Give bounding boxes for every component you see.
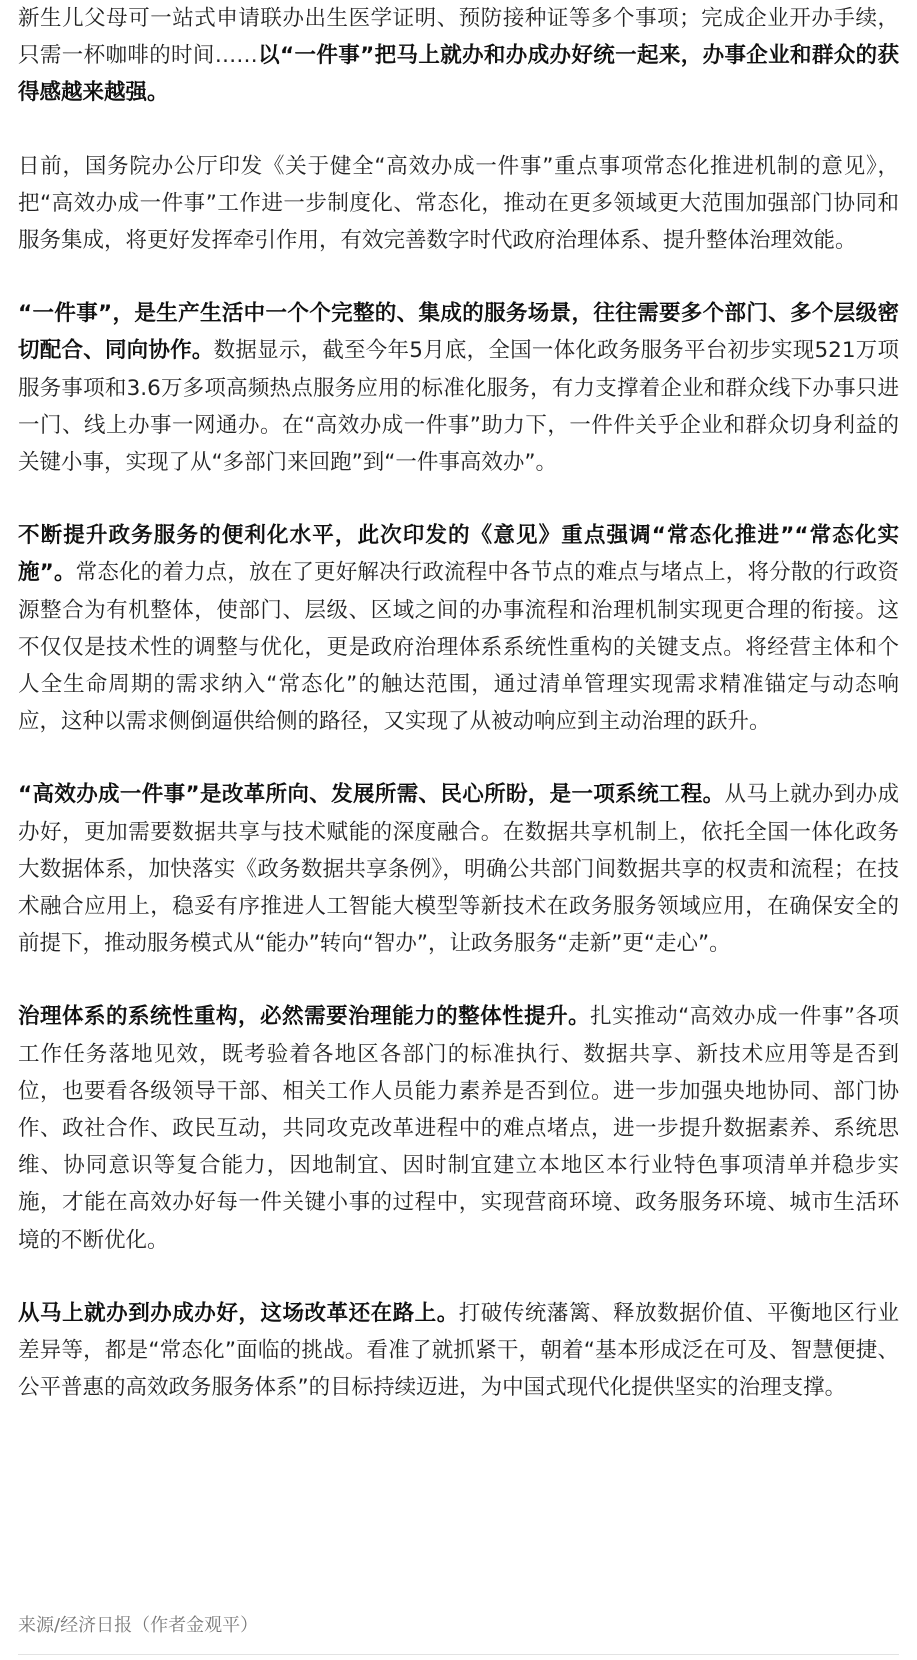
paragraph-normalization — [18, 517, 899, 740]
text-run: 数据显示，截至今年5月底，全国一体化政务服务平台初步实现521万项服务事项和3.6万多项高频热点服务应用的标准化服务，有力支撑着企业和群众线下办事只进一门、线上办事一网通办。在“高效办成一件事”助力下，一件件关乎企业和群众切身利益的关键小事，实现了从“多部门来回跑”到“一件事高效办”。 — [18, 338, 899, 476]
paragraph-gap — [18, 1259, 899, 1295]
bold-text-run: 不断提升政务服务的便利化水平，此次印发的《意见》重点强调“常态化推进”“常态化实施”。 — [18, 523, 899, 586]
bold-text-run: 以“一件事”把马上就办和办成办好统一起来，办事企业和群众的获得感越来越强。 — [18, 43, 899, 106]
bold-text-run: “一件事”，是生产生活中一个个完整的、集成的服务场景，往往需要多个部门、多个层级密切配合、同向协作。 — [18, 301, 899, 364]
paragraph-gap — [18, 962, 899, 998]
text-run: 扎实推动“高效办成一件事”各项工作任务落地见效，既考验着各地区各部门的标准执行、数据共享、新技术应用等是否到位，也要看各级领导干部、相关工作人员能力素养是否到位。进一步加强央地协同、部门协作、政社合作、政民互动，共同攻克改革进程中的难点堵点，进一步提升数据素养、系统思维、协同意识等复合能力，因地制宜、因时制宜建立本地区本行业特色事项清单并稳步实施，才能在高效办好每一件关键小事的过程中，实现营商环境、政务服务环境、城市生活环境的不断优化。 — [18, 1004, 899, 1253]
bold-text-run: 从马上就办到办成办好，这场改革还在路上。 — [18, 1300, 459, 1326]
paragraph-gap — [18, 740, 899, 776]
article-source: 来源/经济日报（作者金观平） — [18, 1615, 259, 1636]
paragraph-systems-engineering — [18, 776, 899, 962]
text-run: 新生儿父母可一站式申请联办出生医学证明、预防接种证等多个事项；完成企业开办手续，只需一杯咖啡的时间…… — [18, 6, 899, 69]
bold-text-run: “高效办成一件事”是改革所向、发展所需、民心所盼，是一项系统工程。 — [18, 782, 725, 808]
bold-text-run: 治理体系的系统性重构，必然需要治理能力的整体性提升。 — [18, 1004, 591, 1030]
paragraph-gap — [18, 259, 899, 295]
paragraph-service-scenario — [18, 295, 899, 481]
paragraph-intro — [18, 0, 899, 112]
paragraph-gap — [18, 481, 899, 517]
paragraph-gap — [18, 112, 899, 148]
paragraph-governance-capacity — [18, 998, 899, 1258]
paragraph-policy-release — [18, 148, 899, 260]
text-run: 打破传统藩篱、释放数据价值、平衡地区行业差异等，都是“常态化”面临的挑战。看准了就抓紧干，朝着“基本形成泛在可及、智慧便捷、公平普惠的高效政务服务体系”的目标持续迈进，为中国式现代化提供坚实的治理支撑。 — [18, 1300, 899, 1401]
text-run: 从马上就办到办成办好，更加需要数据共享与技术赋能的深度融合。在数据共享机制上，依托全国一体化政务大数据体系，加快落实《政务数据共享条例》，明确公共部门间数据共享的权责和流程；在技术融合应用上，稳妥有序推进人工智能大模型等新技术在政务服务领域应用，在确保安全的前提下，推动服务模式从“能办”转向“智办”，让政务服务“走新”更“走心”。 — [18, 782, 899, 957]
text-run: 日前，国务院办公厅印发《关于健全“高效办成一件事”重点事项常态化推进机制的意见》，把“高效办成一件事”工作进一步制度化、常态化，推动在更多领域更大范围加强部门协同和服务集成，将更好发挥牵引作用，有效完善数字时代政府治理体系、提升整体治理效能。 — [18, 153, 899, 254]
paragraph-conclusion — [18, 1295, 899, 1407]
text-run: 常态化的着力点，放在了更好解决行政流程中各节点的难点与堵点上，将分散的行政资源整合为有机整体，使部门、层级、区域之间的办事流程和治理机制实现更合理的衔接。这不仅仅是技术性的调整与优化，更是政府治理体系系统性重构的关键支点。将经营主体和个人全生命周期的需求纳入“常态化”的触达范围，通过清单管理实现需求精准锚定与动态响应，这种以需求侧倒逼供给侧的路径，又实现了从被动响应到主动治理的跃升。 — [18, 560, 899, 735]
footer-divider — [18, 1654, 899, 1655]
